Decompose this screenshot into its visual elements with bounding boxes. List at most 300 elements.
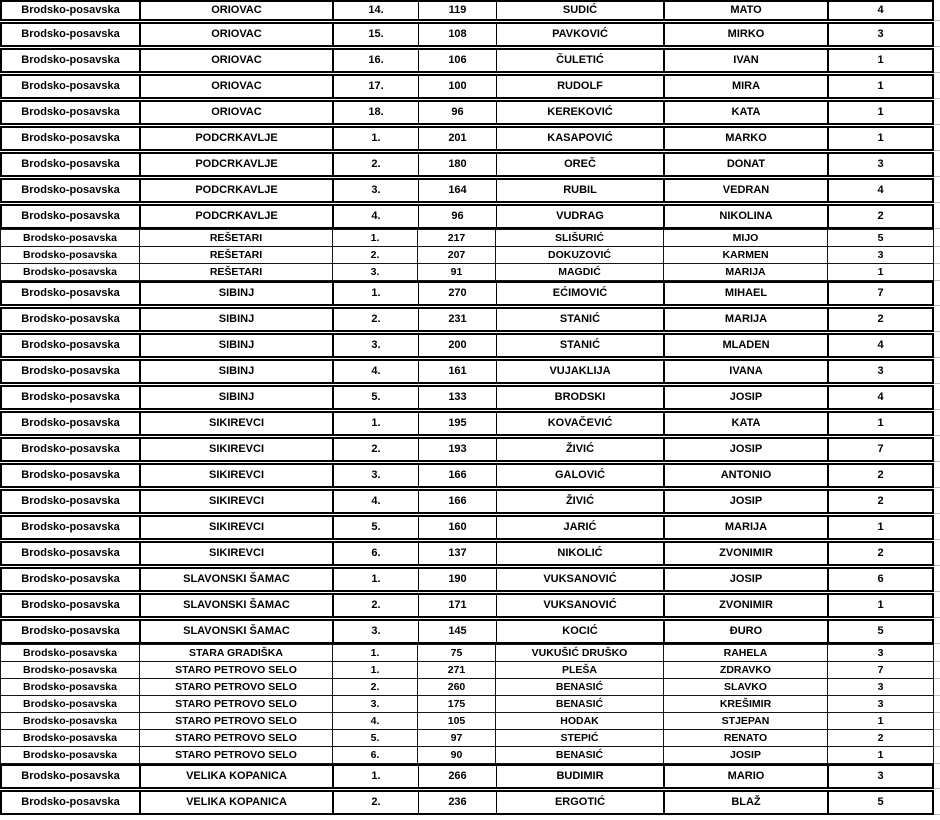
cell-given-name: IVANA	[665, 361, 829, 382]
cell-number: 260	[418, 679, 496, 695]
cell-count: 1	[877, 80, 884, 92]
cell-given-name: MATO	[665, 2, 829, 19]
cell-given-name: RAHELA	[664, 645, 828, 661]
cell-county: Brodsko-posavska	[2, 517, 141, 538]
cell-given-name: MARIJA	[664, 264, 828, 280]
right-edge-sliver	[934, 437, 940, 462]
cell-number: 180	[419, 154, 497, 175]
cell-surname: ČULETIĆ	[497, 50, 665, 71]
cell-surname: NIKOLIĆ	[497, 543, 665, 564]
cell-county: Brodsko-posavska	[2, 361, 141, 382]
cell-county: Brodsko-posavska	[2, 180, 141, 201]
cell-given-name: BLAŽ	[665, 792, 829, 813]
cell-municipality: STARO PETROVO SELO	[140, 679, 333, 695]
cell-surname: BRODSKI	[497, 387, 665, 408]
cell-count: 3	[877, 647, 884, 659]
cell-ordinal: 1.	[333, 645, 418, 661]
table-row-box	[0, 152, 934, 177]
cell-surname: VUJAKLIJA	[497, 361, 665, 382]
cell-ordinal: 2.	[333, 247, 418, 263]
cell-county: Brodsko-posavska	[1, 679, 140, 695]
cell-surname: BENASIĆ	[496, 696, 664, 712]
cell-given-name: JOSIP	[664, 747, 828, 763]
right-edge-sliver	[934, 385, 940, 410]
cell-county: Brodsko-posavska	[2, 206, 141, 227]
cell-surname: MAGDIĆ	[496, 264, 664, 280]
cell-surname: SUDIĆ	[497, 2, 665, 19]
cell-ordinal: 3.	[333, 264, 418, 280]
cell-number: 161	[419, 361, 497, 382]
cell-count: 2	[877, 313, 884, 325]
right-edge-sliver	[934, 281, 940, 306]
cell-municipality: ORIOVAC	[141, 102, 334, 123]
cell-county: Brodsko-posavska	[1, 662, 140, 678]
cell-surname: JARIĆ	[497, 517, 665, 538]
table-row	[0, 74, 940, 99]
table-row	[0, 152, 940, 177]
cell-municipality: SIKIREVCI	[141, 439, 334, 460]
table-row-box	[0, 126, 934, 151]
cell-county: Brodsko-posavska	[2, 2, 141, 19]
right-edge-sliver	[934, 567, 940, 592]
cell-count: 5	[877, 625, 884, 637]
cell-ordinal: 3.	[334, 621, 419, 642]
cell-ordinal: 1.	[334, 283, 419, 304]
cell-count: 4	[877, 184, 884, 196]
cell-ordinal: 1.	[333, 662, 418, 678]
cell-number: 105	[418, 713, 496, 729]
cell-municipality: SLAVONSKI ŠAMAC	[141, 621, 334, 642]
cell-county: Brodsko-posavska	[2, 439, 141, 460]
cell-ordinal: 15.	[334, 24, 419, 45]
cell-surname: OREČ	[497, 154, 665, 175]
table-row	[0, 263, 940, 281]
cell-count: 7	[877, 287, 884, 299]
cell-ordinal: 1.	[334, 128, 419, 149]
cell-count: 4	[877, 339, 884, 351]
cell-given-name: MIJO	[664, 230, 828, 246]
cell-municipality: ORIOVAC	[141, 24, 334, 45]
cell-count: 1	[877, 132, 884, 144]
table-row	[0, 644, 940, 662]
table-row	[0, 333, 940, 358]
table-row-box	[0, 307, 934, 332]
cell-number: 193	[419, 439, 497, 460]
cell-ordinal: 6.	[334, 543, 419, 564]
cell-surname: KEREKOVIĆ	[497, 102, 665, 123]
cell-number: 119	[419, 2, 497, 19]
cell-surname: VUKSANOVIĆ	[497, 595, 665, 616]
table-row-box	[0, 746, 934, 764]
right-edge-sliver	[934, 229, 940, 247]
cell-county: Brodsko-posavska	[1, 645, 140, 661]
cell-ordinal: 3.	[334, 180, 419, 201]
table-row	[0, 729, 940, 747]
right-edge-sliver	[934, 100, 940, 125]
table-row	[0, 307, 940, 332]
table-row-box	[0, 359, 934, 384]
table-row	[0, 204, 940, 229]
right-edge-sliver	[934, 764, 940, 789]
right-edge-sliver	[934, 246, 940, 264]
cell-county: Brodsko-posavska	[2, 543, 141, 564]
cell-given-name: ANTONIO	[665, 465, 829, 486]
table-row-box	[0, 437, 934, 462]
cell-municipality: SIKIREVCI	[141, 465, 334, 486]
cell-given-name: JOSIP	[665, 387, 829, 408]
table-row-box	[0, 74, 934, 99]
cell-count: 3	[877, 365, 884, 377]
cell-county: Brodsko-posavska	[1, 230, 140, 246]
cell-municipality: ORIOVAC	[141, 2, 334, 19]
cell-given-name: JOSIP	[665, 491, 829, 512]
cell-ordinal: 1.	[334, 766, 419, 787]
cell-count: 1	[877, 521, 884, 533]
cell-municipality: SIBINJ	[141, 309, 334, 330]
table-row-box	[0, 463, 934, 488]
table-row	[0, 619, 940, 644]
cell-number: 207	[418, 247, 496, 263]
cell-municipality: SIKIREVCI	[141, 491, 334, 512]
table-row	[0, 229, 940, 247]
cell-ordinal: 14.	[334, 2, 419, 19]
cell-county: Brodsko-posavska	[2, 413, 141, 434]
cell-municipality: ORIOVAC	[141, 50, 334, 71]
cell-given-name: MIRA	[665, 76, 829, 97]
table-row	[0, 126, 940, 151]
cell-county: Brodsko-posavska	[2, 24, 141, 45]
cell-number: 137	[419, 543, 497, 564]
cell-ordinal: 1.	[334, 413, 419, 434]
cell-municipality: SIBINJ	[141, 387, 334, 408]
table-row	[0, 281, 940, 306]
cell-ordinal: 1.	[333, 230, 418, 246]
cell-municipality: ORIOVAC	[141, 76, 334, 97]
cell-given-name: IVAN	[665, 50, 829, 71]
table-row-box	[0, 0, 934, 21]
cell-surname: RUBIL	[497, 180, 665, 201]
cell-given-name: MARIJA	[665, 309, 829, 330]
cell-number: 145	[419, 621, 497, 642]
table-row-box	[0, 178, 934, 203]
table-row-box	[0, 764, 934, 789]
table-row	[0, 385, 940, 410]
right-edge-sliver	[934, 712, 940, 730]
cell-county: Brodsko-posavska	[2, 76, 141, 97]
cell-county: Brodsko-posavska	[2, 465, 141, 486]
cell-number: 90	[418, 747, 496, 763]
right-edge-sliver	[934, 593, 940, 618]
cell-number: 200	[419, 335, 497, 356]
right-edge-sliver	[934, 746, 940, 764]
cell-given-name: MARIO	[665, 766, 829, 787]
right-edge-sliver	[934, 661, 940, 679]
right-edge-sliver	[934, 644, 940, 662]
cell-surname: PAVKOVIĆ	[497, 24, 665, 45]
cell-given-name: MLADEN	[665, 335, 829, 356]
cell-county: Brodsko-posavska	[1, 696, 140, 712]
table-row	[0, 567, 940, 592]
cell-surname: STANIĆ	[497, 335, 665, 356]
table-row-box	[0, 541, 934, 566]
cell-count: 2	[877, 732, 884, 744]
cell-given-name: JOSIP	[665, 439, 829, 460]
cell-surname: KOVAČEVIĆ	[497, 413, 665, 434]
cell-ordinal: 3.	[334, 465, 419, 486]
right-edge-sliver	[934, 48, 940, 73]
cell-ordinal: 4.	[334, 206, 419, 227]
table-row	[0, 790, 940, 815]
cell-municipality: STARO PETROVO SELO	[140, 713, 333, 729]
cell-municipality: SIBINJ	[141, 361, 334, 382]
table-row	[0, 541, 940, 566]
cell-ordinal: 5.	[334, 517, 419, 538]
table-row	[0, 661, 940, 679]
cell-count: 4	[877, 4, 884, 16]
cell-given-name: DONAT	[665, 154, 829, 175]
cell-ordinal: 3.	[334, 335, 419, 356]
cell-county: Brodsko-posavska	[2, 491, 141, 512]
cell-municipality: STARA GRADIŠKA	[140, 645, 333, 661]
cell-number: 166	[419, 491, 497, 512]
cell-given-name: MARIJA	[665, 517, 829, 538]
right-edge-sliver	[934, 204, 940, 229]
cell-county: Brodsko-posavska	[2, 128, 141, 149]
cell-municipality: SIKIREVCI	[141, 543, 334, 564]
table-row	[0, 515, 940, 540]
table-row	[0, 100, 940, 125]
cell-municipality: STARO PETROVO SELO	[140, 662, 333, 678]
cell-number: 106	[419, 50, 497, 71]
cell-county: Brodsko-posavska	[1, 264, 140, 280]
cell-given-name: ĐURO	[665, 621, 829, 642]
cell-ordinal: 2.	[334, 595, 419, 616]
right-edge-sliver	[934, 0, 940, 21]
cell-number: 236	[419, 792, 497, 813]
cell-count: 3	[877, 28, 884, 40]
cell-ordinal: 18.	[334, 102, 419, 123]
cell-surname: ŽIVIĆ	[497, 439, 665, 460]
cell-given-name: STJEPAN	[664, 713, 828, 729]
cell-county: Brodsko-posavska	[2, 387, 141, 408]
table-row	[0, 746, 940, 764]
cell-municipality: PODCRKAVLJE	[141, 154, 334, 175]
cell-county: Brodsko-posavska	[2, 309, 141, 330]
table-row	[0, 178, 940, 203]
cell-municipality: PODCRKAVLJE	[141, 180, 334, 201]
cell-given-name: RENATO	[664, 730, 828, 746]
cell-count: 3	[877, 681, 884, 693]
cell-count: 3	[877, 249, 884, 261]
cell-county: Brodsko-posavska	[2, 569, 141, 590]
right-edge-sliver	[934, 74, 940, 99]
cell-municipality: SLAVONSKI ŠAMAC	[141, 569, 334, 590]
cell-surname: STEPIĆ	[496, 730, 664, 746]
cell-count: 3	[877, 698, 884, 710]
cell-municipality: SIKIREVCI	[141, 413, 334, 434]
right-edge-sliver	[934, 515, 940, 540]
table-row-box	[0, 100, 934, 125]
cell-surname: EĆIMOVIĆ	[497, 283, 665, 304]
right-edge-sliver	[934, 126, 940, 151]
cell-municipality: PODCRKAVLJE	[141, 128, 334, 149]
cell-municipality: STARO PETROVO SELO	[140, 747, 333, 763]
cell-count: 2	[877, 495, 884, 507]
cell-municipality: SLAVONSKI ŠAMAC	[141, 595, 334, 616]
cell-municipality: SIBINJ	[141, 335, 334, 356]
cell-ordinal: 5.	[334, 387, 419, 408]
cell-county: Brodsko-posavska	[2, 50, 141, 71]
cell-county: Brodsko-posavska	[2, 792, 141, 813]
cell-number: 195	[419, 413, 497, 434]
right-edge-sliver	[934, 178, 940, 203]
cell-municipality: REŠETARI	[140, 247, 333, 263]
cell-given-name: JOSIP	[665, 569, 829, 590]
table-row	[0, 22, 940, 47]
cell-county: Brodsko-posavska	[2, 595, 141, 616]
cell-county: Brodsko-posavska	[1, 713, 140, 729]
cell-county: Brodsko-posavska	[1, 247, 140, 263]
cell-given-name: KATA	[665, 102, 829, 123]
table-row	[0, 246, 940, 264]
cell-surname: DOKUZOVIĆ	[496, 247, 664, 263]
table-row	[0, 463, 940, 488]
cell-count: 2	[877, 469, 884, 481]
table-row	[0, 593, 940, 618]
cell-count: 2	[877, 210, 884, 222]
cell-ordinal: 2.	[333, 679, 418, 695]
cell-number: 190	[419, 569, 497, 590]
cell-given-name: KREŠIMIR	[664, 696, 828, 712]
right-edge-sliver	[934, 463, 940, 488]
cell-municipality: REŠETARI	[140, 230, 333, 246]
cell-county: Brodsko-posavska	[2, 283, 141, 304]
cell-surname: HODAK	[496, 713, 664, 729]
cell-count: 5	[877, 232, 884, 244]
cell-number: 100	[419, 76, 497, 97]
table-row	[0, 489, 940, 514]
cell-count: 1	[877, 715, 884, 727]
cell-number: 171	[419, 595, 497, 616]
cell-surname: STANIĆ	[497, 309, 665, 330]
cell-ordinal: 17.	[334, 76, 419, 97]
cell-municipality: VELIKA KOPANICA	[141, 766, 334, 787]
right-edge-sliver	[934, 152, 940, 177]
right-edge-sliver	[934, 729, 940, 747]
table-row	[0, 411, 940, 436]
cell-count: 1	[877, 54, 884, 66]
cell-number: 231	[419, 309, 497, 330]
cell-given-name: ZVONIMIR	[665, 543, 829, 564]
cell-ordinal: 1.	[334, 569, 419, 590]
cell-surname: RUDOLF	[497, 76, 665, 97]
cell-county: Brodsko-posavska	[2, 335, 141, 356]
table-row-box	[0, 229, 934, 247]
cell-given-name: MIRKO	[665, 24, 829, 45]
right-edge-sliver	[934, 263, 940, 281]
cell-surname: GALOVIĆ	[497, 465, 665, 486]
table-row-box	[0, 333, 934, 358]
right-edge-sliver	[934, 359, 940, 384]
cell-number: 96	[419, 102, 497, 123]
cell-surname: VUKUŠIĆ DRUŠKO	[496, 645, 664, 661]
table-row-box	[0, 263, 934, 281]
table-row-box	[0, 619, 934, 644]
right-edge-sliver	[934, 489, 940, 514]
cell-number: 164	[419, 180, 497, 201]
table-row-box	[0, 489, 934, 514]
cell-count: 4	[877, 391, 884, 403]
table-row	[0, 764, 940, 789]
cell-county: Brodsko-posavska	[1, 747, 140, 763]
cell-surname: ŽIVIĆ	[497, 491, 665, 512]
cell-given-name: NIKOLINA	[665, 206, 829, 227]
cell-given-name: KARMEN	[664, 247, 828, 263]
cell-count: 1	[877, 266, 884, 278]
table-row-box	[0, 567, 934, 592]
table-row-box	[0, 729, 934, 747]
cell-county: Brodsko-posavska	[2, 102, 141, 123]
cell-count: 7	[877, 443, 884, 455]
right-edge-sliver	[934, 678, 940, 696]
cell-count: 7	[877, 664, 884, 676]
cell-surname: BENASIĆ	[496, 679, 664, 695]
right-edge-sliver	[934, 22, 940, 47]
cell-surname: ERGOTIĆ	[497, 792, 665, 813]
cell-count: 2	[877, 547, 884, 559]
table-row	[0, 678, 940, 696]
cell-municipality: SIKIREVCI	[141, 517, 334, 538]
cell-given-name: ZDRAVKO	[664, 662, 828, 678]
cell-county: Brodsko-posavska	[2, 154, 141, 175]
cell-surname: KASAPOVIĆ	[497, 128, 665, 149]
cell-number: 97	[418, 730, 496, 746]
cell-surname: KOCIĆ	[497, 621, 665, 642]
table-row-box	[0, 48, 934, 73]
cell-count: 1	[877, 106, 884, 118]
table-row-box	[0, 790, 934, 815]
table-row-box	[0, 22, 934, 47]
cell-surname: PLEŠA	[496, 662, 664, 678]
table-row-box	[0, 515, 934, 540]
table-row-box	[0, 246, 934, 264]
cell-surname: VUKSANOVIĆ	[497, 569, 665, 590]
cell-ordinal: 6.	[333, 747, 418, 763]
cell-number: 270	[419, 283, 497, 304]
cell-ordinal: 2.	[334, 154, 419, 175]
cell-municipality: PODCRKAVLJE	[141, 206, 334, 227]
cell-ordinal: 5.	[333, 730, 418, 746]
cell-ordinal: 4.	[334, 361, 419, 382]
table-row-box	[0, 712, 934, 730]
right-edge-sliver	[934, 541, 940, 566]
table-row-box	[0, 695, 934, 713]
cell-ordinal: 2.	[334, 439, 419, 460]
cell-number: 96	[419, 206, 497, 227]
cell-count: 6	[877, 573, 884, 585]
cell-number: 201	[419, 128, 497, 149]
table-row-box	[0, 661, 934, 679]
cell-ordinal: 3.	[333, 696, 418, 712]
cell-given-name: ZVONIMIR	[665, 595, 829, 616]
cell-municipality: REŠETARI	[140, 264, 333, 280]
table-row	[0, 437, 940, 462]
cell-number: 91	[418, 264, 496, 280]
cell-count: 1	[877, 417, 884, 429]
right-edge-sliver	[934, 695, 940, 713]
cell-given-name: SLAVKO	[664, 679, 828, 695]
cell-county: Brodsko-posavska	[2, 621, 141, 642]
